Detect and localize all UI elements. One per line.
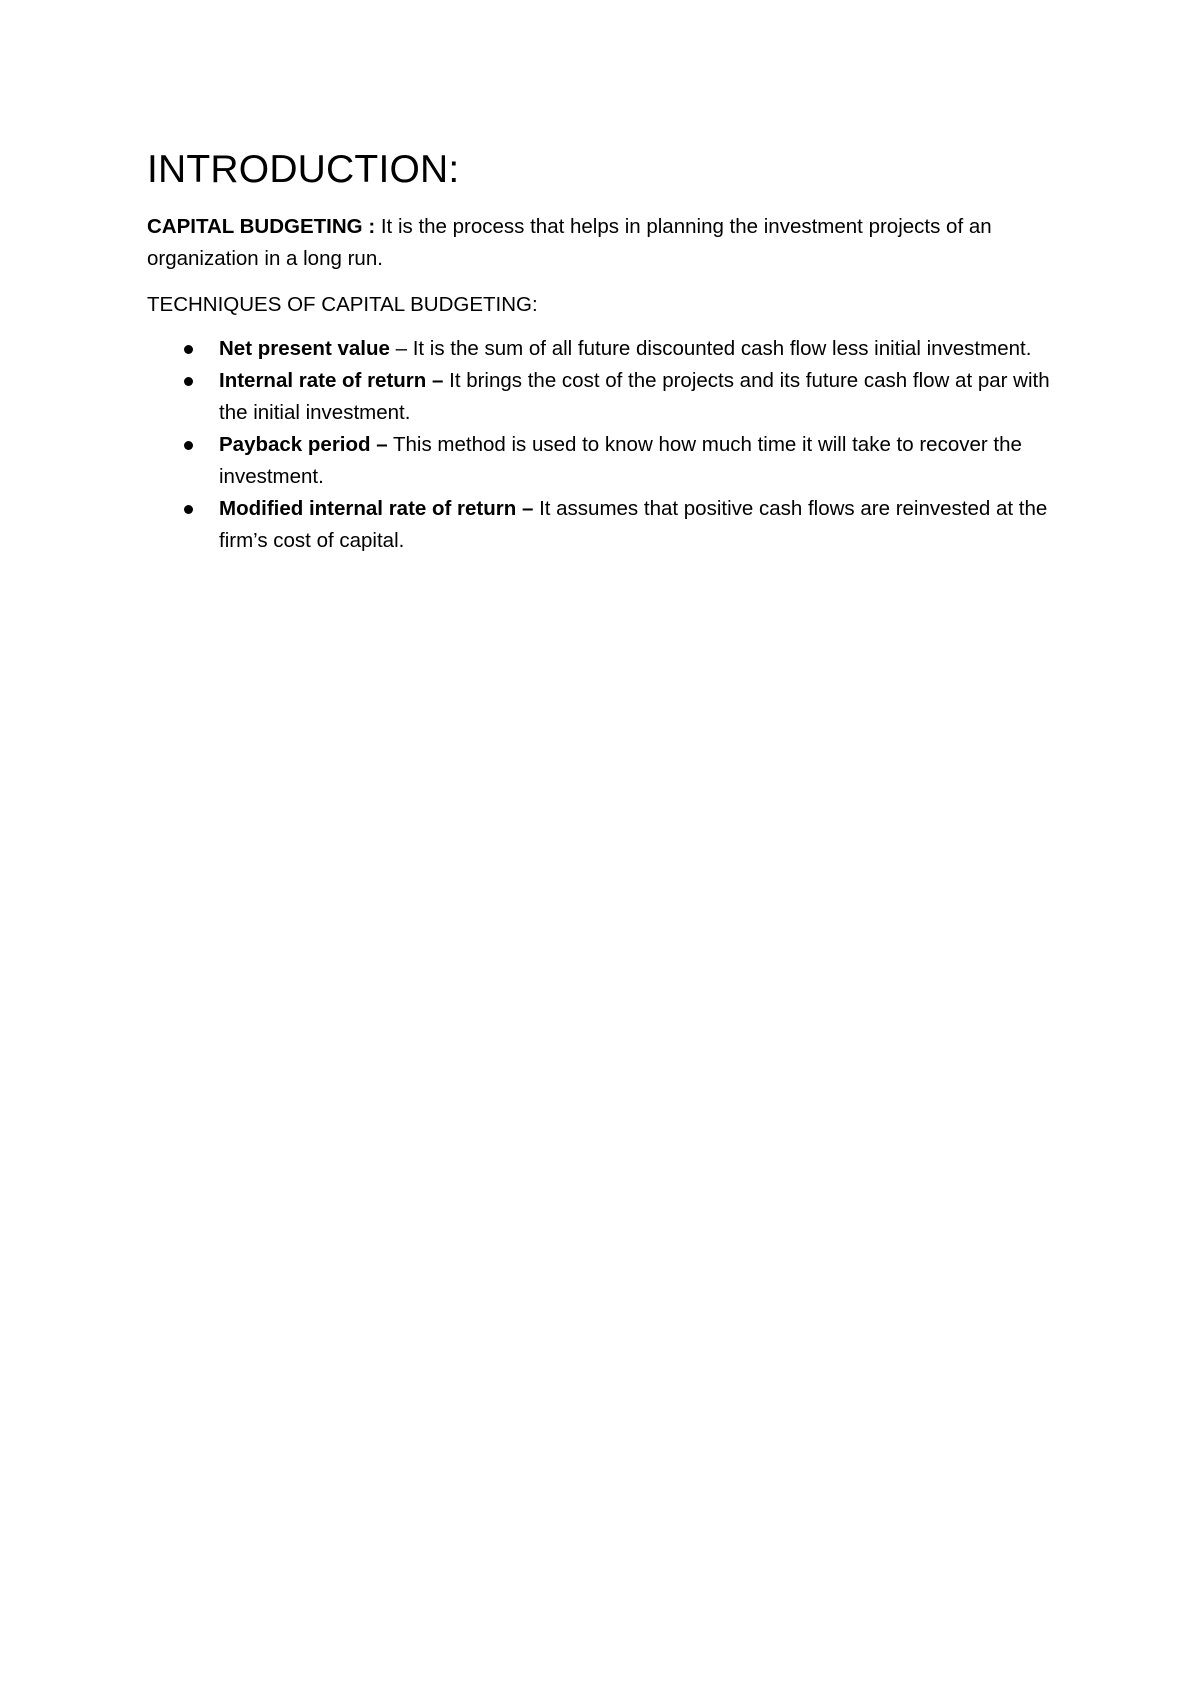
list-item (147, 429, 1067, 493)
technique-term: Internal rate of return – (219, 368, 444, 392)
definition-paragraph (147, 211, 1067, 275)
technique-term: Modified internal rate of return – (219, 496, 534, 520)
list-item (147, 365, 1067, 429)
definition-text: It is the process that helps in planning the investment projects of an organization in a long run. (147, 214, 992, 270)
bullet-icon (184, 441, 193, 450)
bullet-icon (184, 377, 193, 386)
techniques-heading: TECHNIQUES OF CAPITAL BUDGETING: (147, 292, 538, 316)
technique-text: It brings the cost of the projects and its future cash flow at par with the initial investment. (219, 368, 1050, 424)
techniques-list (147, 333, 1067, 557)
bullet-icon (184, 345, 193, 354)
technique-text: This method is used to know how much time it will take to recover the investment. (219, 432, 1022, 488)
technique-term: Net present value (219, 336, 390, 360)
bullet-icon (184, 505, 193, 514)
technique-text: – It is the sum of all future discounted cash flow less initial investment. (389, 336, 1032, 360)
page-title: INTRODUCTION: (147, 148, 460, 191)
definition-term: CAPITAL BUDGETING : (147, 214, 376, 238)
technique-term: Payback period – (219, 432, 388, 456)
page-content (147, 148, 1067, 557)
technique-text: It assumes that positive cash flows are reinvested at the firm’s cost of capital. (219, 496, 1048, 552)
list-item (147, 333, 1067, 365)
list-item (147, 493, 1067, 557)
